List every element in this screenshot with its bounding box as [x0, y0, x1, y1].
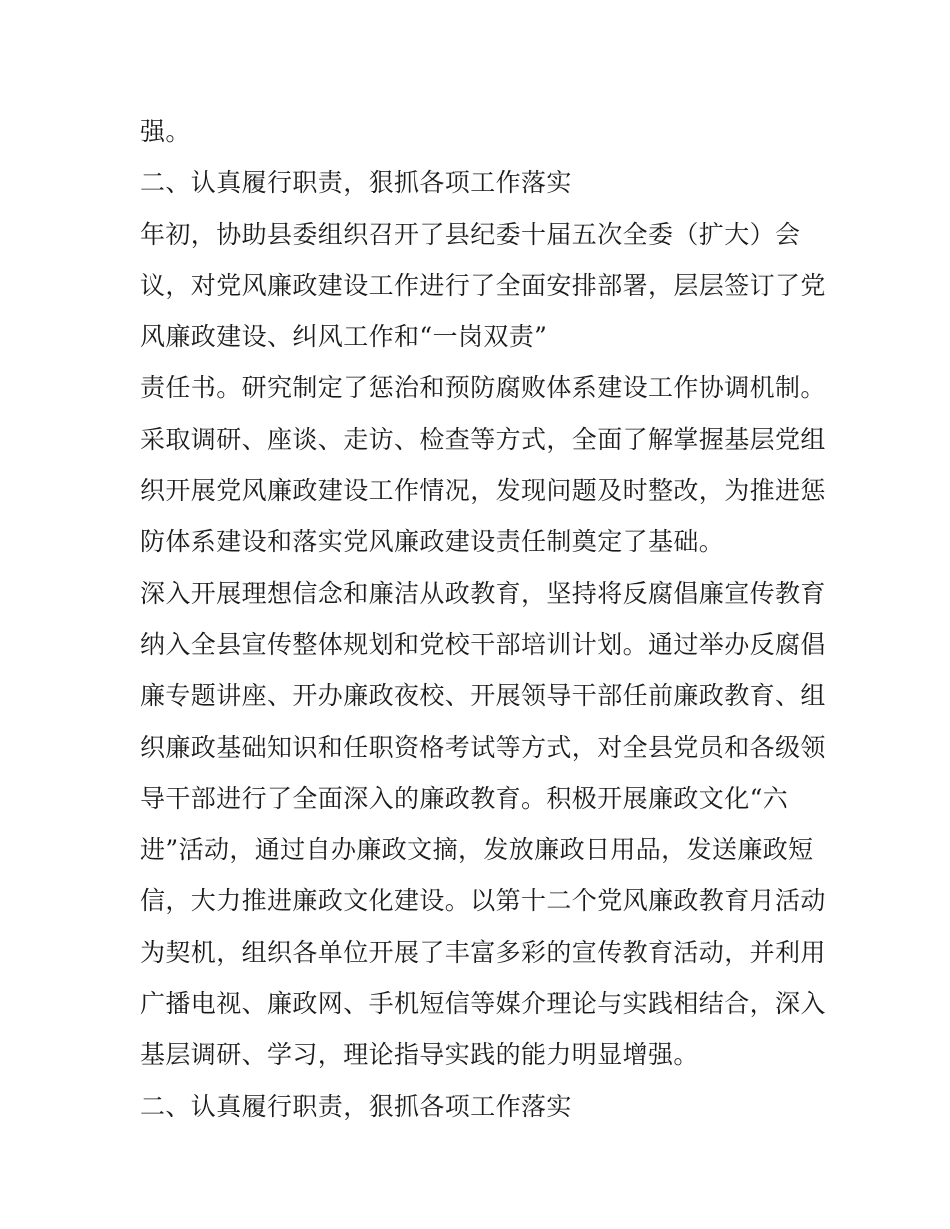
text-line: 风廉政建设、纠风工作和“一岗双责” — [140, 322, 548, 352]
text-line: 为契机，组织各单位开展了丰富多彩的宣传教育活动，并利用 — [140, 937, 826, 967]
text-line: 织廉政基础知识和任职资格考试等方式，对全县党员和各级领 — [140, 732, 826, 762]
text-line: 基层调研、学习，理论指导实践的能力明显增强。 — [140, 1040, 699, 1070]
text-line: 织开展党风廉政建设工作情况，发现问题及时整改，为推进惩 — [140, 476, 826, 506]
text-line: 防体系建设和落实党风廉政建设责任制奠定了基础。 — [140, 527, 725, 557]
document-body — [140, 106, 830, 1132]
text-line: 导干部进行了全面深入的廉政教育。积极开展廉政文化“六 — [140, 783, 789, 813]
section-heading: 二、认真履行职责，狠抓各项工作落实 — [140, 1091, 572, 1121]
text-line: 深入开展理想信念和廉洁从政教育，坚持将反腐倡廉宣传教育 — [140, 578, 826, 608]
section-heading: 二、认真履行职责，狠抓各项工作落实 — [140, 168, 572, 198]
text-line: 广播电视、廉政网、手机短信等媒介理论与实践相结合，深入 — [140, 989, 826, 1019]
text-line: 强。 — [140, 117, 191, 146]
text-line: 议，对党风廉政建设工作进行了全面安排部署，层层签订了党 — [140, 270, 826, 300]
text-line: 纳入全县宣传整体规划和党校干部培训计划。通过举办反腐倡 — [140, 629, 826, 659]
text-line: 进”活动，通过自办廉政文摘，发放廉政日用品，发送廉政短 — [140, 835, 814, 865]
text-line: 责任书。研究制定了惩治和预防腐败体系建设工作协调机制。 — [140, 373, 826, 403]
text-line: 年初，协助县委组织召开了县纪委十届五次全委（扩大）会 — [140, 219, 801, 249]
text-line: 廉专题讲座、开办廉政夜校、开展领导干部任前廉政教育、组 — [140, 681, 826, 711]
text-line: 信，大力推进廉政文化建设。以第十二个党风廉政教育月活动 — [140, 886, 826, 916]
text-line: 采取调研、座谈、走访、检查等方式，全面了解掌握基层党组 — [140, 424, 826, 454]
